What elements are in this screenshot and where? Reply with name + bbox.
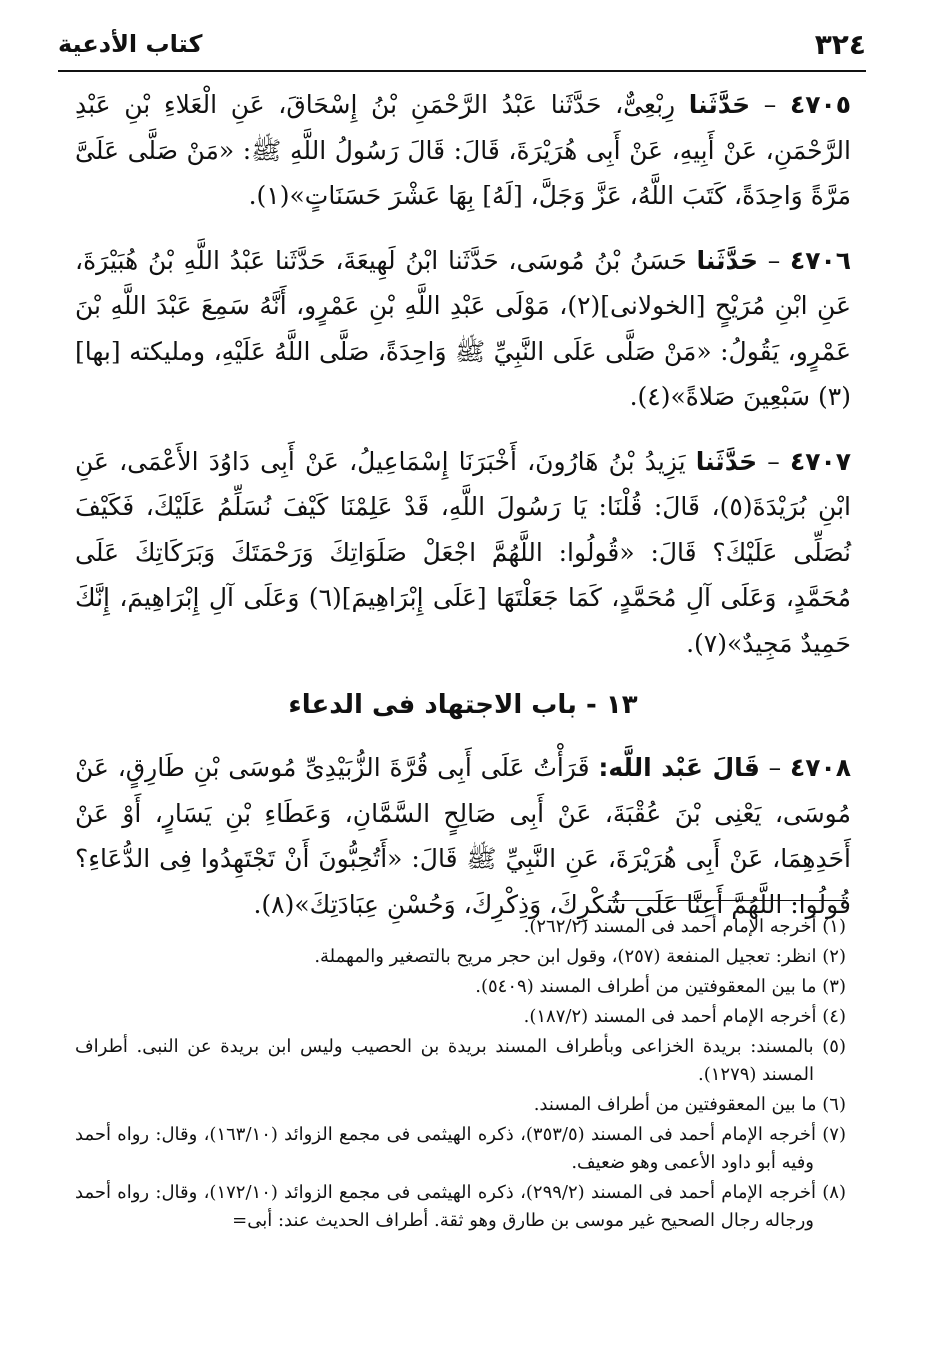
footnote-6: (٦) ما بين المعقوفتين من أطراف المسند.	[533, 1094, 846, 1115]
page-header	[58, 22, 866, 72]
footnote-divider	[608, 900, 846, 901]
hadith-text: قَرَأْتُ عَلَى أَبِى قُرَّةَ الزُّبَيْدِىِّ مُوسَى بْنِ طَارِقٍ، عَنْ مُوسَى، يَعْنِى بْنَ عُقْبَةَ، عَنْ أَبِى صَالِحٍ السَّمَّانِ، وَعَطَاءِ بْنِ يَسَارٍ، أَوْ عَنْ أَحَدِهِمَا، عَنْ أَبِى هُرَيْرَةَ، عَنِ النَّبِيِّ ﷺ قَالَ: «أَتُحِبُّونَ أَنْ تَجْتَهِدُوا فِى الدُّعَاءِ؟ قُولُوا: اللَّهُمَّ أَعِنَّا عَلَى شُكْرِكَ، وَذِكْرِكَ، وَحُسْنِ عِبَادَتِكَ»(٨).	[75, 753, 851, 919]
footnote-4: (٤) أخرجه الإمام أحمد فى المسند (١٨٧/٢).	[523, 1006, 846, 1027]
hadith-text: رِبْعِىٌّ، حَدَّثَنا عَبْدُ الرَّحْمَنِ بْنُ إِسْحَاقَ، عَنِ الْعَلاءِ بْنِ عَبْدِ الرَّحْمَنِ، عَنْ أَبِيهِ، عَنْ أَبِى هُرَيْرَةَ، قَالَ: قَالَ رَسُولُ اللَّهِ ﷺ: «مَنْ صَلَّى عَلَىَّ مَرَّةً وَاحِدَةً، كَتَبَ اللَّهُ، عَزَّ وَجَلَّ، [لَهُ] بِهَا عَشْرَ حَسَنَاتٍ»(١).	[75, 90, 851, 210]
footnote-2: (٢) انظر: تعجيل المنفعة (٢٥٧)، وقول ابن حجر مريح بالتصغير والمهملة.	[314, 946, 846, 967]
hadith-lead: حَدَّثَنا	[696, 245, 758, 275]
hadith-4707: ٤٧٠٧ – حَدَّثَنا يَزِيدُ بْنُ هَارُونَ، أَخْبَرَنَا إِسْمَاعِيلُ، عَنْ أَبِى دَاوُدَ الأَعْمَى، عَنِ ابْنِ بُرَيْدَةَ(٥)، قَالَ: قُلْنَا: يَا رَسُولَ اللَّهِ، قَدْ عَلِمْنَا كَيْفَ نُسَلِّمُ عَلَيْكَ، فَكَيْفَ نُصَلِّى عَلَيْكَ؟ قَالَ: «قُولُوا: اللَّهُمَّ اجْعَلْ صَلَوَاتِكَ وَرَحْمَتَكَ وَبَرَكَاتِكَ عَلَى مُحَمَّدٍ، وَعَلَى آلِ مُحَمَّدٍ، كَمَا جَعَلْتَهَا [عَلَى إِبْرَاهِيمَ](٦) وَعَلَى آلِ إِبْرَاهِيمَ، إِنَّكَ حَمِيدٌ مَجِيدٌ»(٧).	[75, 446, 851, 658]
hadith-number: ٤٧٠٦	[789, 245, 851, 275]
hadith-4705: ٤٧٠٥ – حَدَّثَنا رِبْعِىٌّ، حَدَّثَنا عَبْدُ الرَّحْمَنِ بْنُ إِسْحَاقَ، عَنِ الْعَلاءِ بْنِ عَبْدِ الرَّحْمَنِ، عَنْ أَبِيهِ، عَنْ أَبِى هُرَيْرَةَ، قَالَ: قَالَ رَسُولُ اللَّهِ ﷺ: «مَنْ صَلَّى عَلَىَّ مَرَّةً وَاحِدَةً، كَتَبَ اللَّهُ، عَزَّ وَجَلَّ، [لَهُ] بِهَا عَشْرَ حَسَنَاتٍ»(١).	[75, 90, 851, 210]
section-title: ١٣ - باب الاجتهاد فى الدعاء	[288, 690, 638, 720]
hadith-text: يَزِيدُ بْنُ هَارُونَ، أَخْبَرَنَا إِسْمَاعِيلُ، عَنْ أَبِى دَاوُدَ الأَعْمَى، عَنِ ابْنِ بُرَيْدَةَ(٥)، قَالَ: قُلْنَا: يَا رَسُولَ اللَّهِ، قَدْ عَلِمْنَا كَيْفَ نُسَلِّمُ عَلَيْكَ، فَكَيْفَ نُصَلِّى عَلَيْكَ؟ قَالَ: «قُولُوا: اللَّهُمَّ اجْعَلْ صَلَوَاتِكَ وَرَحْمَتَكَ وَبَرَكَاتِكَ عَلَى مُحَمَّدٍ، وَعَلَى آلِ مُحَمَّدٍ، كَمَا جَعَلْتَهَا [عَلَى إِبْرَاهِيمَ](٦) وَعَلَى آلِ إِبْرَاهِيمَ، إِنَّكَ حَمِيدٌ مَجِيدٌ»(٧).	[75, 446, 851, 658]
hadith-lead: حَدَّثَنا	[695, 446, 758, 476]
footnote-7: (٧) أخرجه الإمام أحمد فى المسند (٣٥٣/٥)، ذكره الهيثمى فى مجمع الزوائد (١٦٣/١٠)، وقال: رواه أحمد وفيه أبو داود الأعمى وهو ضعيف.	[75, 1124, 846, 1173]
footnote-8: (٨) أخرجه الإمام أحمد فى المسند (٢٩٩/٢)، ذكره الهيثمى فى مجمع الزوائد (١٧٢/١٠)، وقال: رواه أحمد ورجاله رجال الصحيح غير موسى بن طارق وهو ثقة. أطراف الحديث عند: أبى=	[75, 1182, 846, 1231]
footnote-5: (٥) بالمسند: بريدة الخزاعى وبأطراف المسند بريدة بن الحصيب وليس ابن بريدة عن النبى. أطراف المسند (١٢٧٩).	[75, 1036, 846, 1085]
main-text	[75, 82, 851, 946]
hadith-number: ٤٧٠٨	[789, 753, 851, 782]
hadith-4706: ٤٧٠٦ – حَدَّثَنا حَسَنُ بْنُ مُوسَى، حَدَّثَنا ابْنُ لَهِيعَةَ، حَدَّثَنا عَبْدُ اللَّهِ بْنُ هُبَيْرَةَ، عَنِ ابْنِ مُرَيْحٍ [الخولانى](٢)، مَوْلَى عَبْدِ اللَّهِ بْنِ عَمْرٍو، أَنَّهُ سَمِعَ عَبْدَ اللَّهِ بْنَ عَمْرٍو، يَقُولُ: «مَنْ صَلَّى عَلَى النَّبِيِّ ﷺ وَاحِدَةً، صَلَّى اللَّهُ عَلَيْهِ، ومليكته [بها](٣) سَبْعِينَ صَلاةً»(٤).	[75, 245, 852, 411]
hadith-number: ٤٧٠٥	[789, 90, 851, 119]
hadith-lead: حَدَّثَنا	[688, 90, 751, 119]
hadith-number: ٤٧٠٧	[789, 446, 851, 476]
book-title: كتاب الأدعية	[58, 30, 203, 58]
footnote-3: (٣) ما بين المعقوفتين من أطراف المسند (٥٤٠٩).	[475, 976, 846, 997]
footnote-1: (١) أخرجه الإمام أحمد فى المسند (٢٦٢/٢).	[523, 916, 846, 937]
hadith-text: حَسَنُ بْنُ مُوسَى، حَدَّثَنا ابْنُ لَهِيعَةَ، حَدَّثَنا عَبْدُ اللَّهِ بْنُ هُبَيْرَةَ، عَنِ ابْنِ مُرَيْحٍ [الخولانى](٢)، مَوْلَى عَبْدِ اللَّهِ بْنِ عَمْرٍو، أَنَّهُ سَمِعَ عَبْدَ اللَّهِ بْنَ عَمْرٍو، يَقُولُ: «مَنْ صَلَّى عَلَى النَّبِيِّ ﷺ وَاحِدَةً، صَلَّى اللَّهُ عَلَيْهِ، ومليكته [بها](٣) سَبْعِينَ صَلاةً»(٤).	[75, 245, 852, 411]
footnotes	[75, 913, 846, 1237]
page-number: ٣٢٤	[814, 28, 866, 61]
hadith-4708: ٤٧٠٨ – قَالَ عَبْد اللَّه: قَرَأْتُ عَلَى أَبِى قُرَّةَ الزُّبَيْدِىِّ مُوسَى بْنِ طَارِقٍ، عَنْ مُوسَى، يَعْنِى بْنَ عُقْبَةَ، عَنْ أَبِى صَالِحٍ السَّمَّانِ، وَعَطَاءِ بْنِ يَسَارٍ، أَوْ عَنْ أَحَدِهِمَا، عَنْ أَبِى هُرَيْرَةَ، عَنِ النَّبِيِّ ﷺ قَالَ: «أَتُحِبُّونَ أَنْ تَجْتَهِدُوا فِى الدُّعَاءِ؟ قُولُوا: اللَّهُمَّ أَعِنَّا عَلَى شُكْرِكَ، وَذِكْرِكَ، وَحُسْنِ عِبَادَتِكَ»(٨).	[75, 753, 851, 919]
hadith-lead: قَالَ عَبْد اللَّه:	[598, 753, 760, 782]
